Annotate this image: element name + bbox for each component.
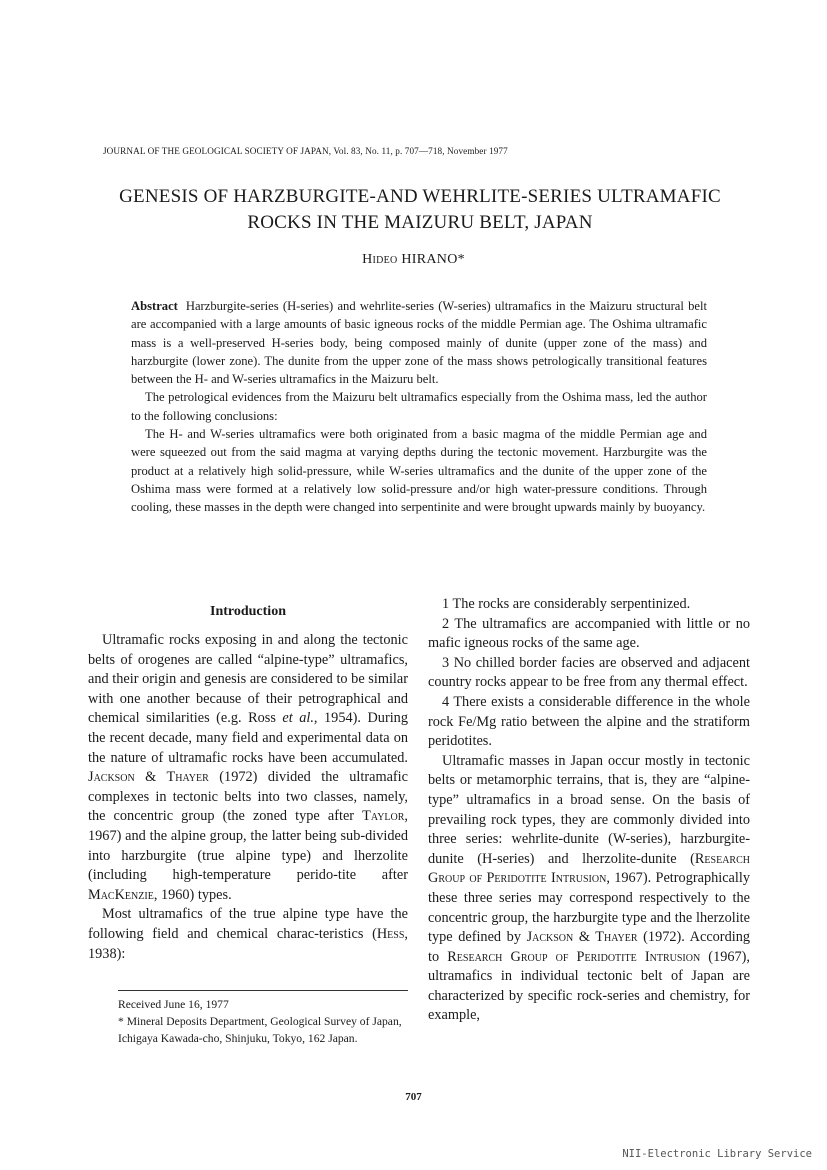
text-span: Most ultramafics of the true alpine type have the following field and chemical charac-teristics ( bbox=[88, 906, 408, 942]
author bbox=[0, 252, 827, 268]
author-family-name: HIRANO* bbox=[401, 252, 465, 267]
journal-citation: JOURNAL OF THE GEOLOGICAL SOCIETY OF JAPAN, Vol. 83, No. 11, p. 707—718, November 1977 bbox=[103, 146, 508, 156]
author-given-name: Hideo bbox=[362, 252, 398, 267]
text-span: , 1938): bbox=[88, 925, 408, 962]
citation-author: Jackson & Thayer bbox=[88, 769, 209, 786]
title-line-1: GENESIS OF HARZBURGITE-AND WEHRLITE-SERIES ULTRAMAFIC bbox=[119, 186, 721, 207]
footnotes bbox=[118, 996, 410, 1047]
list-item-3: 3 No chilled border facies are observed and adjacent country rocks appear to be free from any thermal effect. bbox=[428, 654, 750, 691]
paper-title bbox=[80, 184, 760, 236]
text-span: (1967), ultramafics in individual tectonic belt of Japan are characterized by specific rock-series and chemistry, for example, bbox=[428, 948, 750, 1024]
text-span: (1972) divided the ultramafic complexes in tectonic belts into two classes, namely, the concentric group (the zoned type after bbox=[88, 769, 408, 825]
received-date: Received June 16, 1977 bbox=[118, 998, 229, 1011]
library-watermark: NII-Electronic Library Service bbox=[622, 1148, 812, 1160]
text-span: Ultramafic rocks exposing in and along the tectonic belts of orogenes are called “alpine-type” ultramafics, and their origin and genesis are considered to be similar with one another because of their petrographical and chemical similarities (e.g. Ross bbox=[88, 632, 408, 727]
list-item-2: 2 The ultramafics are accompanied with little or no mafic igneous rocks of the same age. bbox=[428, 615, 750, 652]
abstract-paragraph-1 bbox=[131, 297, 707, 388]
citation-author: Research Group of Peridotite Intrusion bbox=[447, 948, 701, 965]
text-span: (1972). According to bbox=[428, 929, 750, 965]
citation-author: MacKenzie bbox=[88, 886, 154, 903]
intro-paragraph-2 bbox=[88, 905, 408, 964]
list-item-1: 1 The rocks are considerably serpentinized. bbox=[442, 596, 691, 612]
abstract-paragraph-2: The petrological evidences from the Maizuru belt ultramafics especially from the Oshima mass, led the author to the following conclusions: bbox=[131, 390, 707, 423]
list-item-4: 4 There exists a considerable difference in the whole rock Fe/Mg ratio between the alpine and the stratiform peridotites. bbox=[428, 693, 750, 750]
author-affiliation: * Mineral Deposits Department, Geological Survey of Japan, Ichigaya Kawada-cho, Shinjuku, Tokyo, 162 Japan. bbox=[118, 1015, 402, 1045]
page-number: 707 bbox=[405, 1091, 422, 1103]
body-paragraph bbox=[428, 752, 750, 1026]
italic-span: et al., bbox=[282, 710, 318, 727]
citation-author: Jackson & Thayer bbox=[526, 929, 638, 946]
abstract bbox=[131, 297, 707, 517]
section-heading: Introduction bbox=[210, 604, 286, 619]
text-span: 1954). During the recent decade, many field and experimental data on the nature of ultramafic rocks have been accumulated. bbox=[88, 710, 408, 766]
footnote-divider bbox=[118, 990, 408, 991]
title-line-2: ROCKS IN THE MAIZURU BELT, JAPAN bbox=[247, 212, 593, 233]
abstract-label: Abstract bbox=[131, 299, 178, 313]
text-span: , 1960) types. bbox=[153, 886, 232, 903]
text-span: , 1967). Petrographically these three series may correspond respectively to the concentric group, the harzburgite type and the lherzolite type defined by bbox=[428, 870, 751, 946]
citation-author: Hess bbox=[376, 925, 405, 942]
abstract-paragraph-3: The H- and W-series ultramafics were both originated from a basic magma of the middle Permian age and were squeezed out from the said magma at varying depths during the tectonic movement. Harzburgite was the product at a relatively high solid-pressure, while W-series ultramafics and the dunite of the upper zone of the Oshima mass were formed at a relatively low solid-pressure and/or high water-pressure conditions. Through cooling, these masses in the depth were changed into serpentinite and were brought upwards mainly by buoyancy. bbox=[131, 427, 707, 515]
citation-author: Taylor bbox=[362, 808, 405, 825]
right-column bbox=[428, 595, 750, 1026]
abstract-text-1: Harzburgite-series (H-series) and wehrlite-series (W-series) ultramafics in the Maizuru structural belt are accompanied with a large amounts of basic igneous rocks of the middle Permian age. The Oshima ultramafic mass is a well-preserved H-series body, being composed mainly of dunite (upper zone of the mass) and harzburgite (lower zone). The dunite from the upper zone of the mass shows petrologically transitional features between the H- and W-series ultramafics in the Maizuru belt. bbox=[131, 299, 707, 387]
text-span: Ultramafic masses in Japan occur mostly in tectonic belts or metamorphic terrains, that is, they are “alpine-type” ultramafics in a broad sense. On the basis of prevailing rock types, they are commonly divided into three series: wehrlite-dunite (W-series), harzburgite-dunite (H-series) and lherzolite-dunite ( bbox=[428, 752, 750, 867]
text-span: , 1967) and the alpine group, the latter being sub-divided into harzburgite (true alpine type) and lherzolite (including high-temperature perido-tite after bbox=[88, 808, 408, 884]
left-column bbox=[88, 631, 408, 964]
citation-author: Research Group of Peridotite Intrusion bbox=[428, 850, 750, 887]
intro-paragraph-1 bbox=[88, 631, 408, 905]
